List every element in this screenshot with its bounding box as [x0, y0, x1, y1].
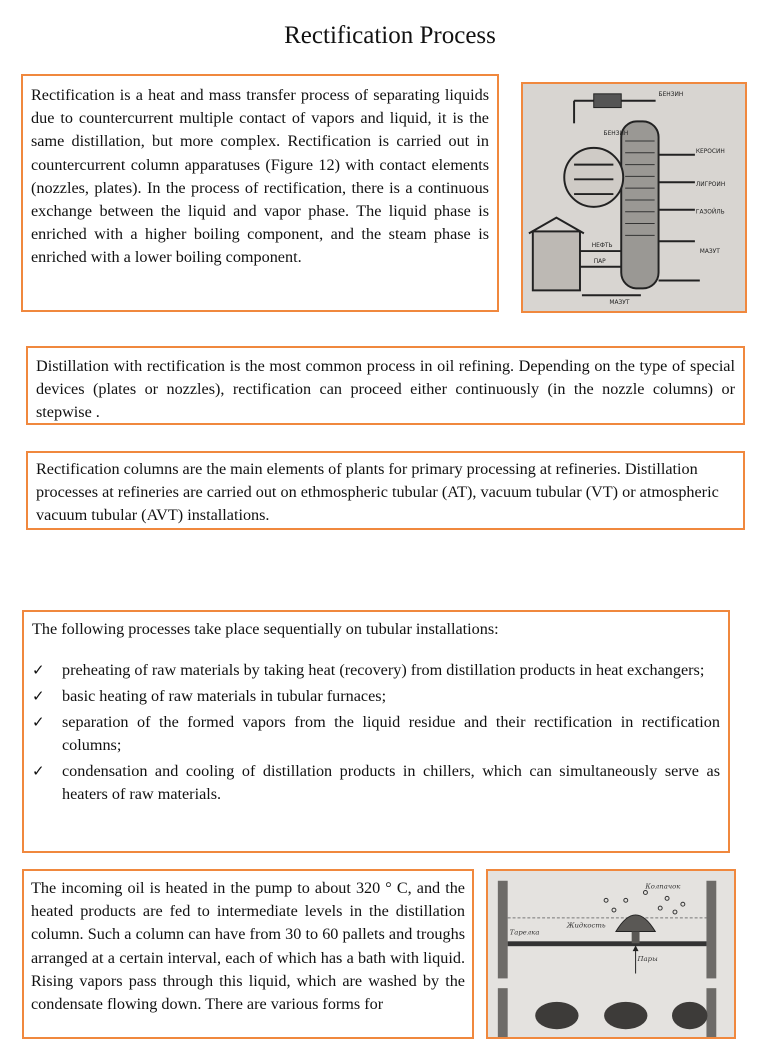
processes-list — [32, 659, 720, 806]
intro-box — [21, 74, 499, 312]
label-par: ПАР — [593, 258, 606, 265]
bubble-cap-tray-figure — [486, 869, 736, 1039]
label-cap: Колпачок — [645, 882, 681, 891]
intro-text: Rectification is a heat and mass transfer process of separating liquids due to countercurrent multiple contact of vapors and liquid, it is the same distillation, but more complex. Rectification is carried out in countercurrent column apparatuses (Figure 12) with contact elements (nozzles, plates). In the process of rectification, there is a continuous exchange between the liquid and vapor phase. The liquid phase is enriched with a higher boiling component, and the steam phase is enriched with a lower boiling component. — [31, 86, 489, 267]
list-item: ✓ condensation and cooling of distillation products in chillers, which can simultaneously serve as heaters of raw materials. — [32, 762, 720, 804]
processes-intro: The following processes take place sequentially on tubular installations: — [32, 620, 499, 638]
list-item: ✓ separation of the formed vapors from the liquid residue and their rectification in rectification columns; — [32, 713, 720, 755]
list-item: ✓ preheating of raw materials by taking heat (recovery) from distillation products in heat exchangers; — [32, 659, 720, 682]
rectification-column-figure — [521, 82, 747, 313]
label-mazut-right: МАЗУТ — [699, 249, 720, 256]
checkmark-icon: ✓ — [32, 713, 45, 732]
label-liquid: Жидкость — [566, 921, 606, 930]
label-vapors: Пары — [637, 954, 658, 963]
page-title: Rectification Process — [284, 22, 496, 49]
rectification-column-diagram — [523, 84, 745, 311]
checkmark-icon: ✓ — [32, 762, 45, 781]
label-gazoil: ГАЗОЙЛЬ — [695, 209, 725, 216]
bubble-cap-tray-diagram — [488, 871, 734, 1037]
label-benzin: БЕНЗИН — [603, 131, 629, 138]
label-mazut-bottom: МАЗУТ — [609, 300, 630, 307]
label-neft: НЕФТЬ — [591, 243, 613, 250]
distillation-text: Distillation with rectification is the most common process in oil refining. Depending on the type of special devices (plates or nozzles), rectification can proceed either continuously (in the nozzle columns) or stepwise . — [36, 357, 735, 422]
columns-text: Rectification columns are the main elements of plants for primary processing at refineries. Distillation processes at refineries are carried out on ethmospheric tubular (AT), vacuum tubular (VT) or atmospheric vacuum tubular (AVT) installations. — [36, 460, 719, 525]
label-ligroin: ЛИГРОИН — [695, 182, 726, 189]
processes-box — [22, 610, 730, 853]
columns-box — [26, 451, 745, 530]
label-benzin-top: БЕНЗИН — [658, 91, 684, 98]
label-tray: Тарелка — [509, 928, 540, 937]
checkmark-icon: ✓ — [32, 661, 45, 680]
list-item: ✓ basic heating of raw materials in tubular furnaces; — [32, 685, 720, 708]
distillation-box — [26, 346, 745, 425]
label-kerosin: КЕРОСИН — [695, 148, 725, 155]
incoming-oil-text: The incoming oil is heated in the pump to about 320 ° C, and the heated products are fed to intermediate levels in the distillation column. Such a column can have from 30 to 60 pallets and troughs arranged at a certain interval, each of which has a bath with liquid. Rising vapors pass through this liquid, which are washed by the condensate flowing down. There are various forms for — [31, 879, 465, 1014]
checkmark-icon: ✓ — [32, 687, 45, 706]
incoming-oil-box — [22, 869, 474, 1039]
